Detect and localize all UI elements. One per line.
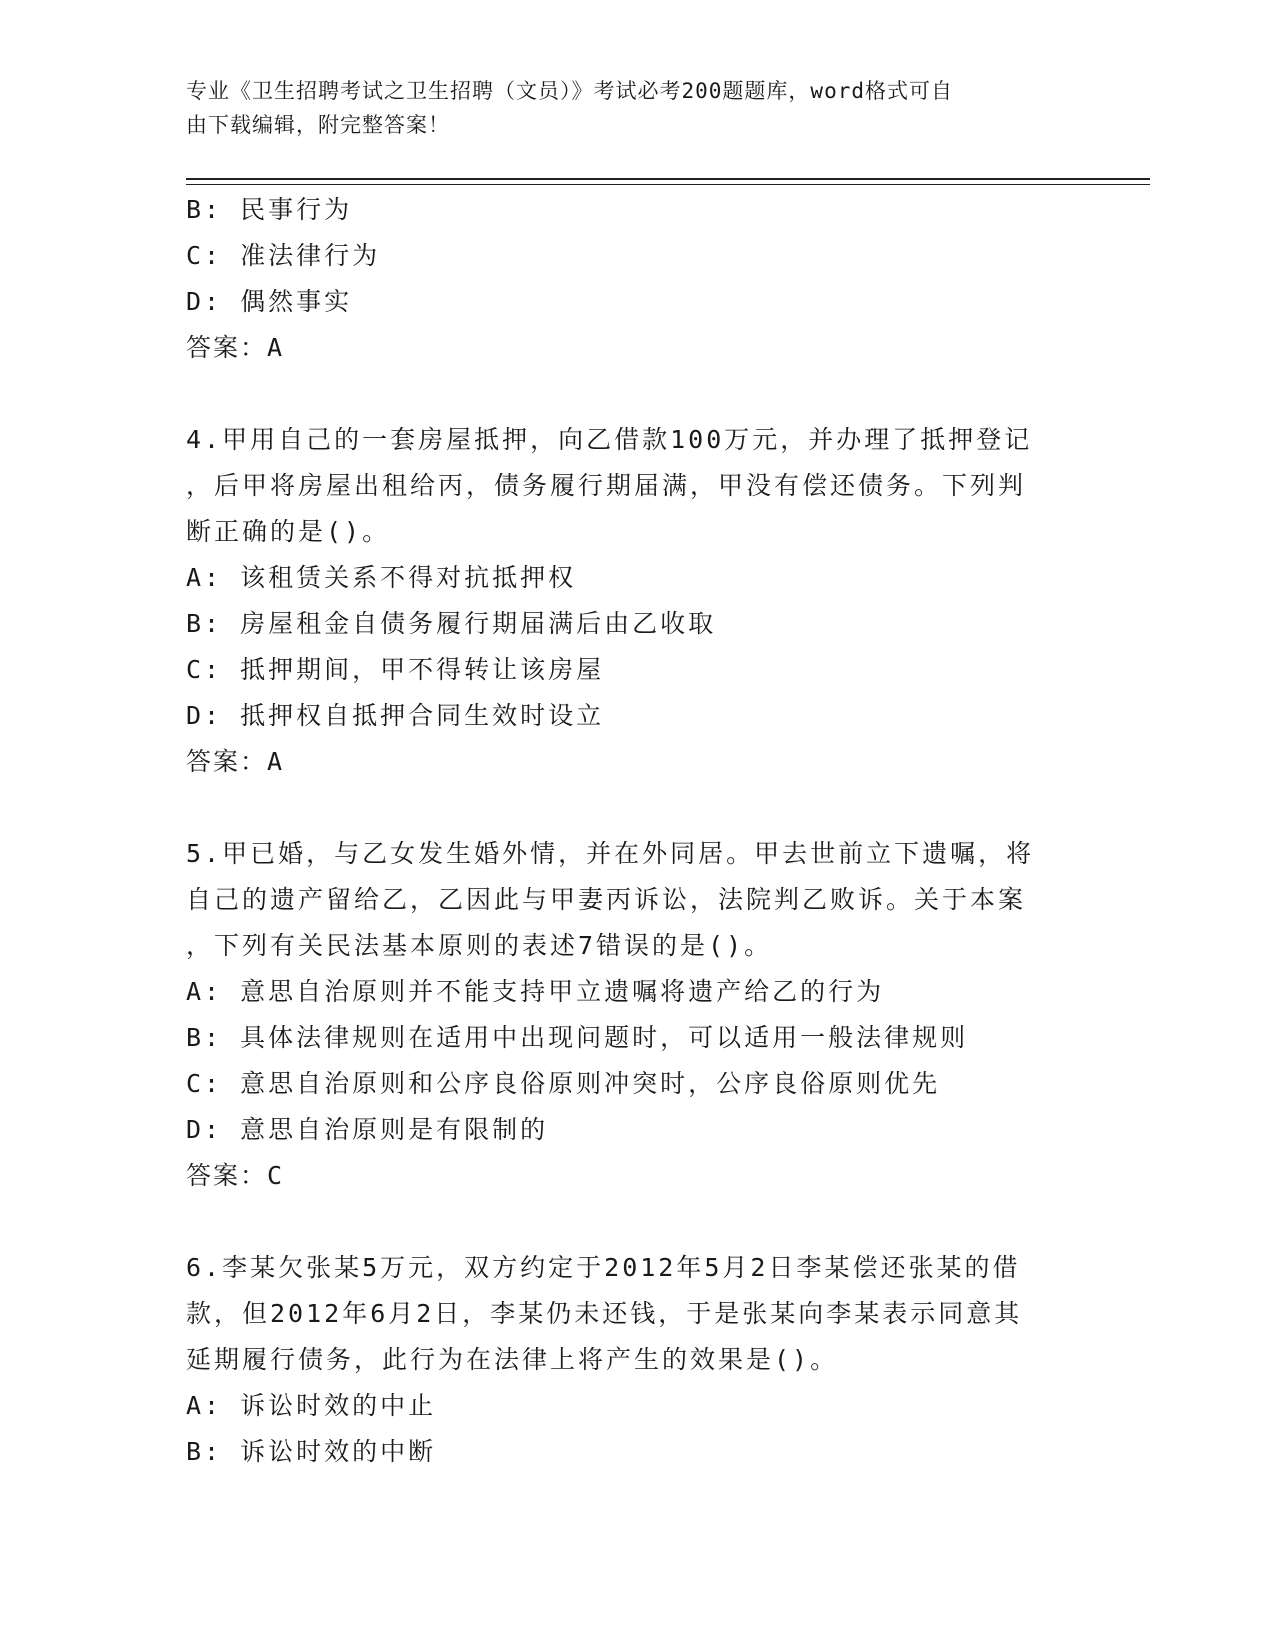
option-b: B: 诉讼时效的中断 <box>186 1437 437 1466</box>
option-d: D: 意思自治原则是有限制的 <box>186 1115 549 1144</box>
question-text-line: 6.李某欠张某5万元，双方约定于2012年5月2日李某偿还张某的借 <box>186 1253 1021 1282</box>
question-3-continued <box>186 187 1086 371</box>
option-b: B: 具体法律规则在适用中出现问题时，可以适用一般法律规则 <box>186 1023 969 1052</box>
question-text-line: 4.甲用自己的一套房屋抵押，向乙借款100万元，并办理了抵押登记 <box>186 425 1033 454</box>
question-text <box>186 1245 1086 1383</box>
option-d: D: 偶然事实 <box>186 287 353 316</box>
header-line-1: 专业《卫生招聘考试之卫生招聘（文员）》考试必考200题题库，word格式可自 <box>186 79 953 103</box>
answer-line: 答案：C <box>186 1161 285 1190</box>
option-a: A: 意思自治原则并不能支持甲立遗嘱将遗产给乙的行为 <box>186 977 885 1006</box>
header-rule-thin <box>186 184 1150 185</box>
question-4 <box>186 417 1086 785</box>
question-text-line: 断正确的是()。 <box>186 517 391 546</box>
spacer <box>186 785 1086 831</box>
option-a: A: 该租赁关系不得对抗抵押权 <box>186 563 577 592</box>
document-header <box>186 74 1066 142</box>
option-c: C: 抵押期间，甲不得转让该房屋 <box>186 655 605 684</box>
answer-line: 答案：A <box>186 333 285 362</box>
spacer <box>186 371 1086 417</box>
option-c: C: 准法律行为 <box>186 241 381 270</box>
question-text-line: 延期履行债务，此行为在法律上将产生的效果是()。 <box>186 1345 839 1374</box>
question-text <box>186 831 1086 969</box>
question-text-line: 款，但2012年6月2日，李某仍未还钱，于是张某向李某表示同意其 <box>186 1299 1023 1328</box>
spacer <box>186 1199 1086 1245</box>
answer-line: 答案：A <box>186 747 285 776</box>
question-list <box>186 187 1086 1475</box>
question-text-line: 自己的遗产留给乙，乙因此与甲妻丙诉讼，法院判乙败诉。关于本案 <box>186 885 1027 914</box>
option-a: A: 诉讼时效的中止 <box>186 1391 437 1420</box>
question-text-line: 5.甲已婚，与乙女发生婚外情，并在外同居。甲去世前立下遗嘱，将 <box>186 839 1035 868</box>
question-text-line: ，后甲将房屋出租给丙，债务履行期届满，甲没有偿还债务。下列判 <box>186 471 1027 500</box>
option-d: D: 抵押权自抵押合同生效时设立 <box>186 701 605 730</box>
option-b: B: 房屋租金自债务履行期届满后由乙收取 <box>186 609 717 638</box>
question-text-line: ，下列有关民法基本原则的表述7错误的是()。 <box>186 931 773 960</box>
option-c: C: 意思自治原则和公序良俗原则冲突时，公序良俗原则优先 <box>186 1069 941 1098</box>
header-rule-thick <box>186 178 1150 180</box>
question-text <box>186 417 1086 555</box>
header-line-2: 由下载编辑，附完整答案！ <box>186 113 450 137</box>
option-b: B: 民事行为 <box>186 195 353 224</box>
question-6 <box>186 1245 1086 1475</box>
question-5 <box>186 831 1086 1199</box>
